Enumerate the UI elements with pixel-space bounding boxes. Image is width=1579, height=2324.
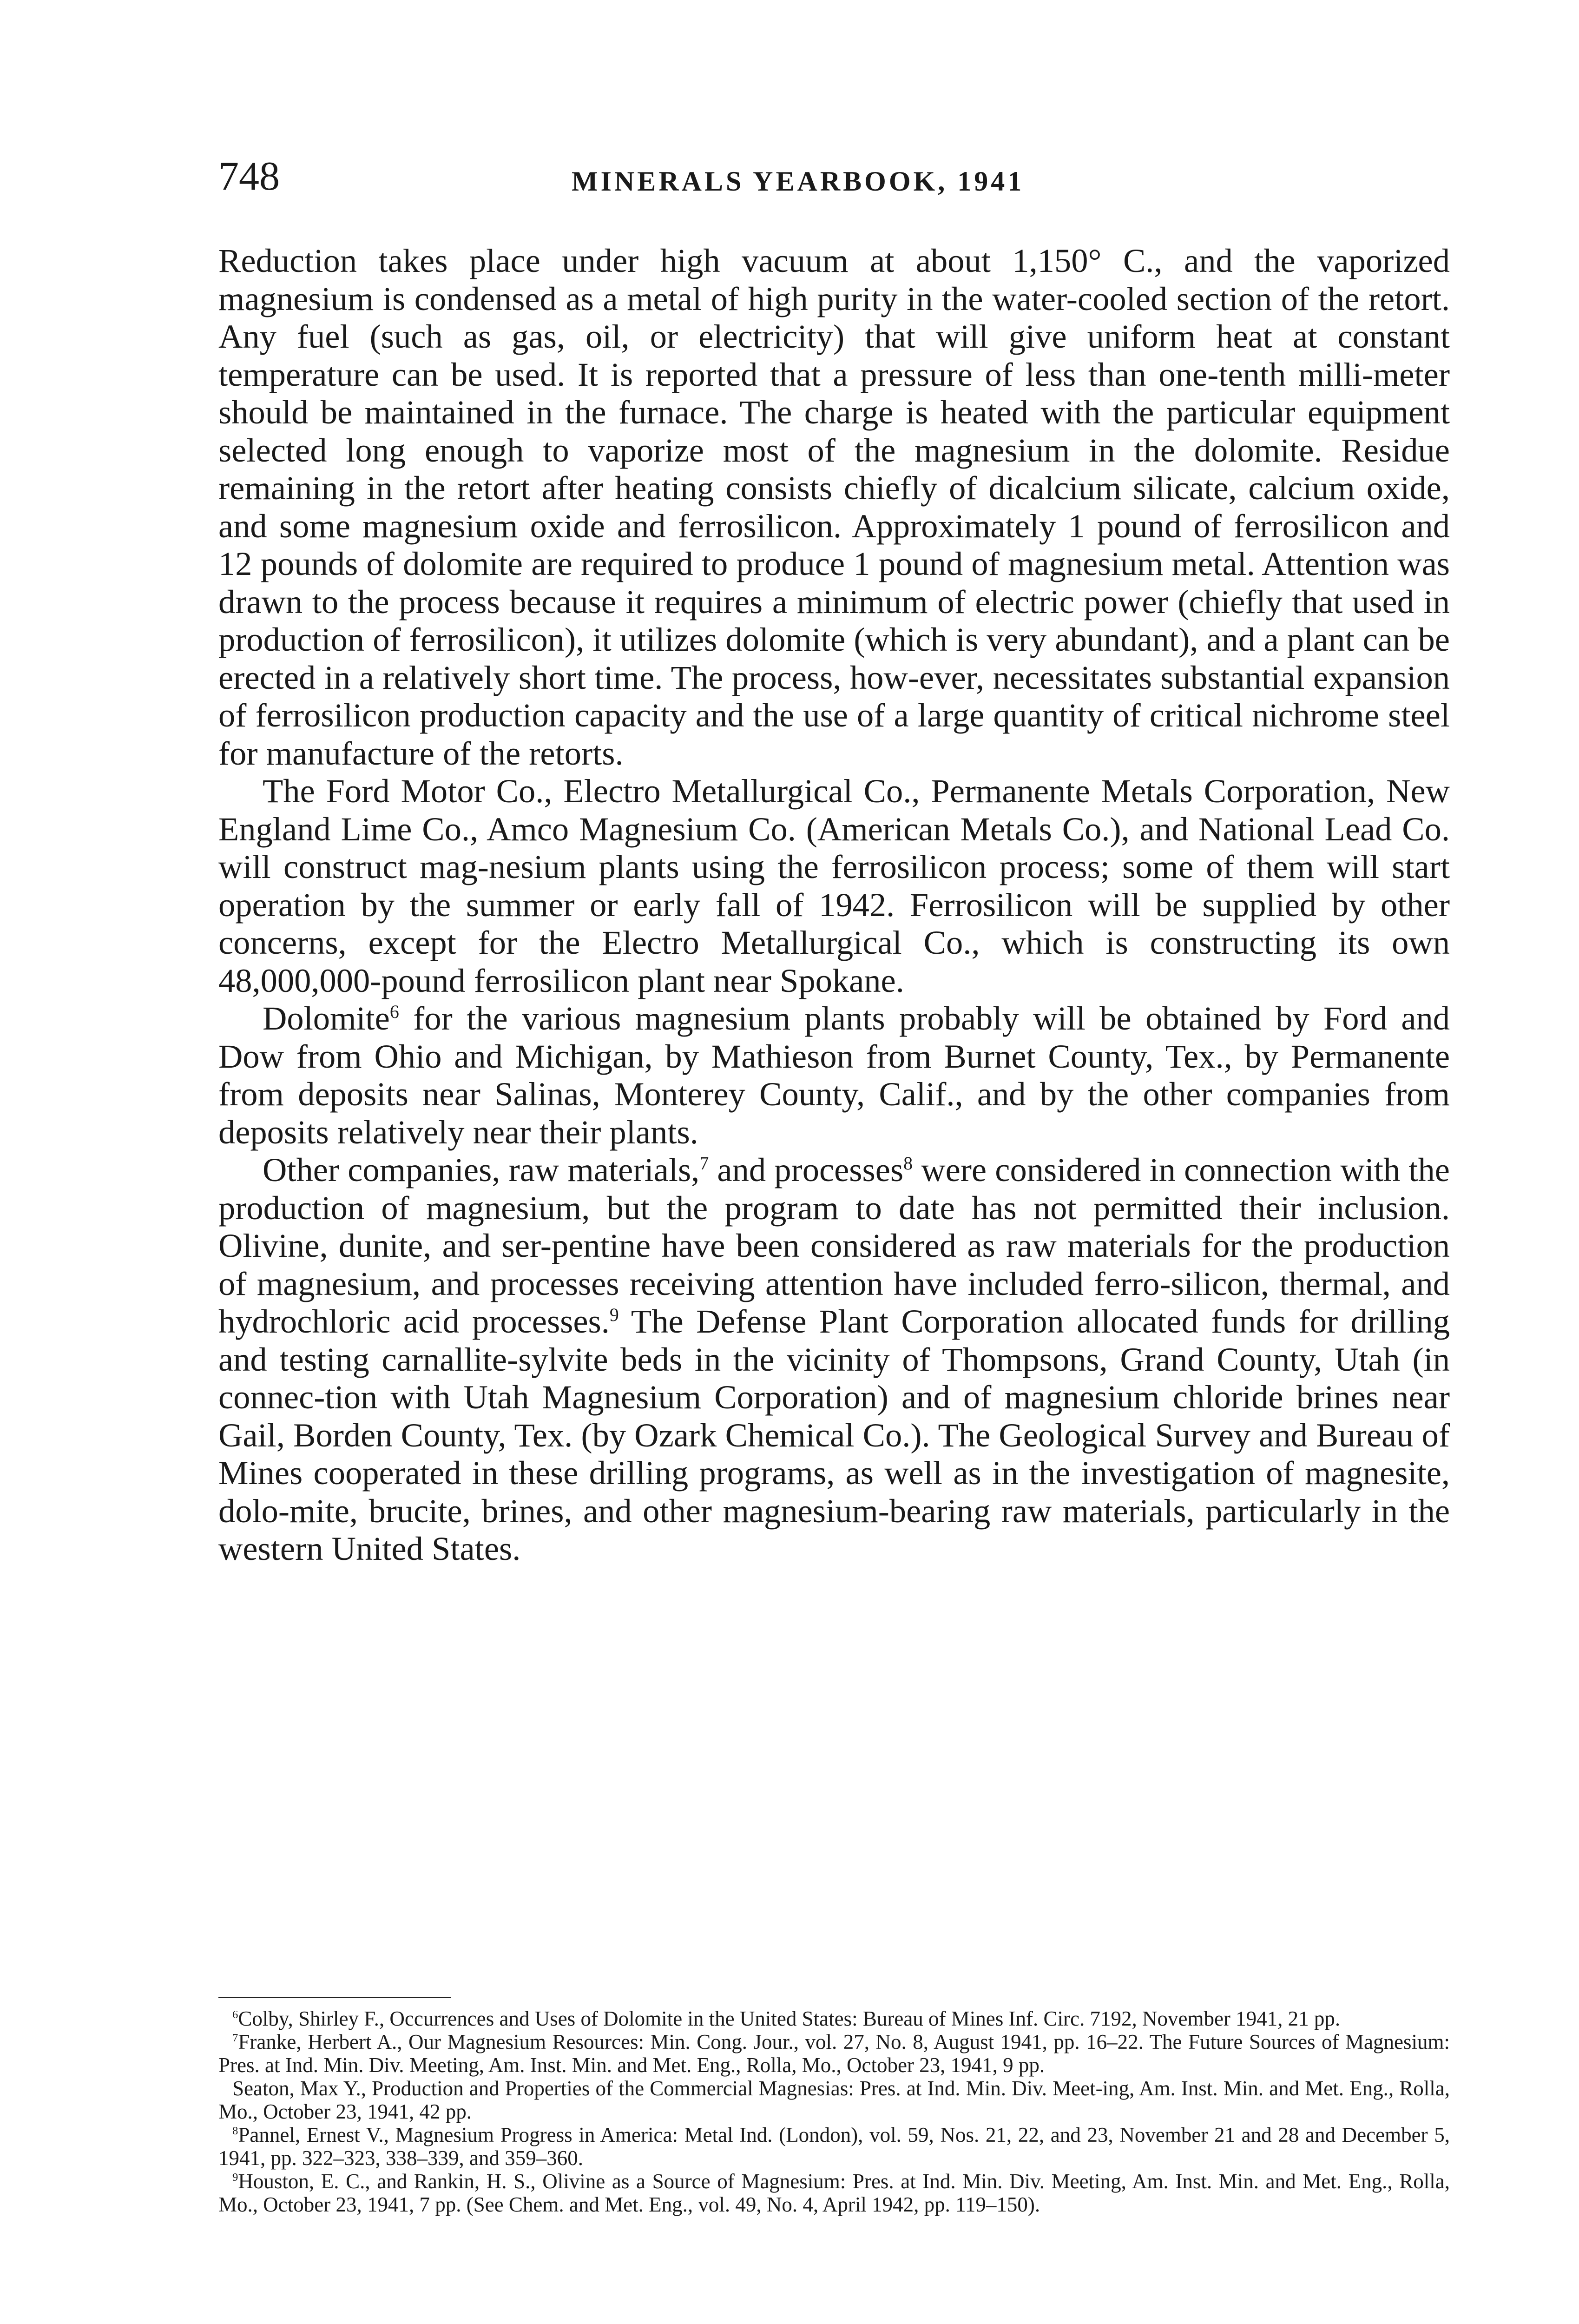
body-text [218, 242, 1450, 1568]
paragraph-dolomite-start: Dolomite [263, 999, 390, 1037]
paragraph-other-c: were considered in connection with the production of magnesium, but the program to date has not permitted their inclusion. Olivine, dunite, and ser-pentine have been considered as raw materials for the production of magnesium, and processes receiving attention have included ferro-silicon, thermal, and hydrochloric acid processes. [218, 1151, 1450, 1340]
running-head [218, 153, 1450, 205]
paragraph-other-companies [218, 1151, 1450, 1568]
footnote-9 [218, 2170, 1450, 2216]
footnote-7-continued: Seaton, Max Y., Production and Properties of the Commercial Magnesias: Pres. at Ind. Min. Div. Meet-ing, Am. Inst. Min. and Met. Eng., Rolla, Mo., October 23, 1941, 42 pp. [218, 2077, 1450, 2123]
footnote-8-mark: 8 [232, 2125, 238, 2137]
paragraph-other-b: and processes [709, 1151, 904, 1188]
paragraph-other-d: The Defense Plant Corporation allocated funds for drilling and testing carnallite-sylvite beds in the vicinity of Thompsons, Grand County, Utah (in connec-tion with Utah Magnesium Corporation) and of magnesium chloride brines near Gail, Borden County, Tex. (by Ozark Chemical Co.). The Geological Survey and Bureau of Mines cooperated in these drilling programs, as well as in the investigation of magnesite, dolo-mite, brucite, brines, and other magnesium-bearing raw materials, particularly in the western United States. [218, 1302, 1450, 1567]
paragraph-dolomite [218, 999, 1450, 1151]
footnote-ref-7: 7 [699, 1152, 709, 1174]
footnote-divider [218, 1997, 451, 1998]
paragraph-other-a: Other companies, raw materials, [263, 1151, 700, 1188]
paragraph-reduction: Reduction takes place under high vacuum at about 1,150° C., and the vaporized magnesium is condensed as a metal of high purity in the water-cooled section of the retort. Any fuel (such as gas, oil, or electricity) that will give uniform heat at constant temperature can be used. It is reported that a pressure of less than one-tenth milli-meter should be maintained in the furnace. The charge is heated with the particular equipment selected long enough to vaporize most of the magnesium in the dolomite. Residue remaining in the retort after heating consists chiefly of dicalcium silicate, calcium oxide, and some magnesium oxide and ferrosilicon. Approximately 1 pound of ferrosilicon and 12 pounds of dolomite are required to produce 1 pound of magnesium metal. Attention was drawn to the process because it requires a minimum of electric power (chiefly that used in production of ferrosilicon), it utilizes dolomite (which is very abundant), and a plant can be erected in a relatively short time. The process, how-ever, necessitates substantial expansion of ferrosilicon production capacity and the use of a large quantity of critical nichrome steel for manufacture of the retorts. [218, 242, 1450, 772]
footnote-ref-8: 8 [903, 1152, 913, 1174]
footnote-7 [218, 2030, 1450, 2077]
footnote-ref-6: 6 [389, 1001, 399, 1022]
footnote-6-text: Colby, Shirley F., Occurrences and Uses of Dolomite in the United States: Bureau of Mines Inf. Circ. 7192, November 1941, 21 pp. [238, 2007, 1341, 2030]
footnote-8-text: Pannel, Ernest V., Magnesium Progress in America: Metal Ind. (London), vol. 59, Nos. 21, 22, and 23, November 21 and 28 and December 5, 1941, pp. 322–323, 338–339, and 359–360. [218, 2123, 1450, 2170]
page-number: 748 [218, 154, 280, 199]
footnote-7-mark: 7 [232, 2032, 238, 2044]
footnote-6 [218, 2007, 1450, 2030]
footnotes [218, 2007, 1450, 2216]
running-title: MINERALS YEARBOOK, 1941 [572, 166, 1025, 197]
paragraph-companies: The Ford Motor Co., Electro Metallurgical Co., Permanente Metals Corporation, New England Lime Co., Amco Magnesium Co. (American Metals Co.), and National Lead Co. will construct mag-nesium plants using the ferrosilicon process; some of them will start operation by the summer or early fall of 1942. Ferrosilicon will be supplied by other concerns, except for the Electro Metallurgical Co., which is constructing its own 48,000,000-pound ferrosilicon plant near Spokane. [218, 772, 1450, 999]
footnote-7-text: Franke, Herbert A., Our Magnesium Resources: Min. Cong. Jour., vol. 27, No. 8, August 1941, pp. 16–22. The Future Sources of Magnesium: Pres. at Ind. Min. Div. Meeting, Am. Inst. Min. and Met. Eng., Rolla, Mo., October 23, 1941, 9 pp. [218, 2030, 1450, 2077]
footnote-9-text: Houston, E. C., and Rankin, H. S., Olivine as a Source of Magnesium: Pres. at Ind. Min. Div. Meeting, Am. Inst. Min. and Met. Eng., Rolla, Mo., October 23, 1941, 7 pp. (See Chem. and Met. Eng., vol. 49, No. 4, April 1942, pp. 119–150). [218, 2170, 1450, 2216]
paragraph-dolomite-rest: for the various magnesium plants probably will be obtained by Ford and Dow from Ohio and Michigan, by Mathieson from Burnet County, Tex., by Permanente from deposits near Salinas, Monterey County, Calif., and by the other companies from deposits relatively near their plants. [218, 999, 1450, 1151]
footnote-8 [218, 2123, 1450, 2170]
footnote-9-mark: 9 [232, 2171, 238, 2184]
footnote-ref-9: 9 [609, 1304, 619, 1325]
footnote-6-mark: 6 [232, 2008, 238, 2021]
